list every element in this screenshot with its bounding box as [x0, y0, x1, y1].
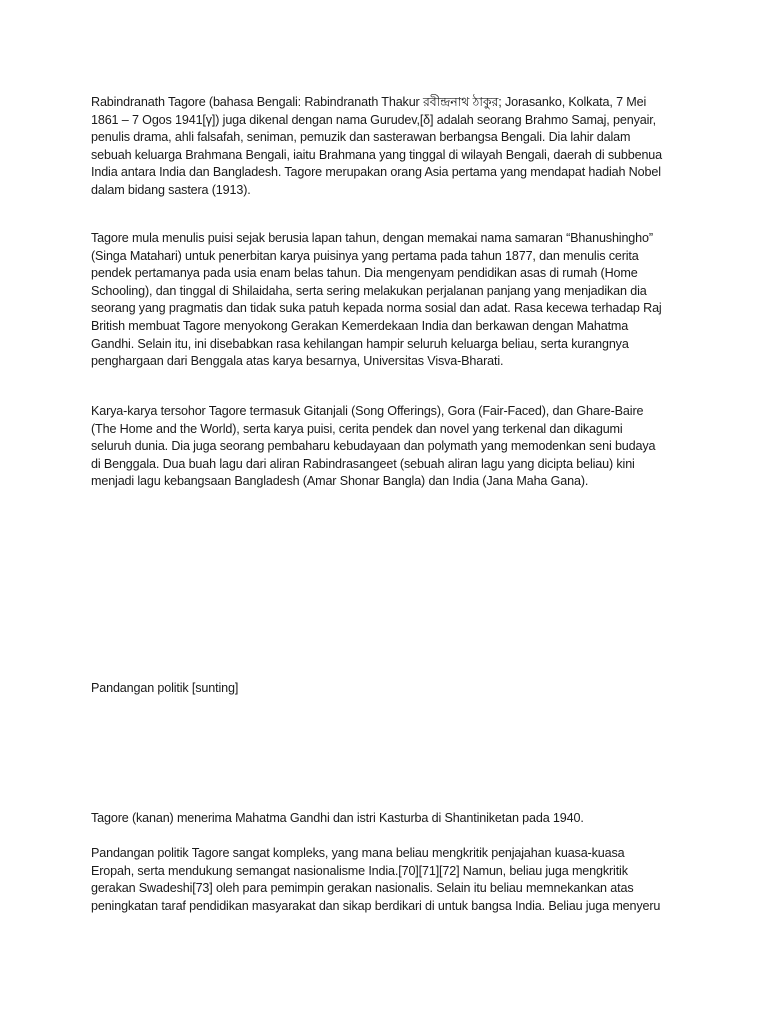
paragraph-works [91, 403, 691, 491]
paragraph-biography [91, 94, 691, 200]
caption-text: Tagore (kanan) menerima Mahatma Gandhi dan istri Kasturba di Shantiniketan pada 1940. [91, 811, 584, 825]
image-caption [91, 810, 691, 828]
text-line: Tagore mula menulis puisi sejak berusia lapan tahun, dengan memakai nama samaran “Bhanushingho” [91, 231, 653, 245]
text-line: Eropah, serta mendukung semangat nasionalisme India.[70][71][72] Namun, beliau juga mengkritik [91, 863, 628, 878]
text-line: sebuah keluarga Brahmana Bengali, iaitu Brahmana yang tinggal di wilayah Bengali, daerah di subbenua [91, 147, 663, 162]
text-line: India antara India dan Bangladesh. Tagore merupakan orang Asia pertama yang mendapat hadiah Nobel [91, 165, 661, 180]
text-line: (Singa Matahari) untuk penerbitan karya puisinya yang pertama pada tahun 1877, dan menulis cerita [91, 248, 639, 263]
text-line: Pandangan politik Tagore sangat kompleks, yang mana beliau mengkritik penjajahan kuasa-kuasa [91, 846, 625, 860]
paragraph-early-life [91, 230, 691, 371]
text-line: Gandhi. Selain itu, ini disebabkan rasa kehilangan hampir seluruh keluarga beliau, serta kurangnya [91, 336, 629, 351]
text-line: Karya-karya tersohor Tagore termasuk Gitanjali (Song Offerings), Gora (Fair-Faced), dan Ghare-Baire [91, 404, 644, 418]
text-line: penulis drama, ahli falsafah, seniman, pemuzik dan sasterawan berbangsa Bengali. Dia lahir dalam [91, 130, 631, 145]
text-line: menjadi lagu kebangsaan Bangladesh (Amar Shonar Bangla) dan India (Jana Maha Gana). [91, 474, 589, 489]
paragraph-politics [91, 845, 691, 915]
text-line: British membuat Tagore menyokong Gerakan Kemerdekaan India dan berkawan dengan Mahatma [91, 318, 629, 333]
text-line: (The Home and the World), serta karya puisi, cerita pendek dan novel yang terkenal dan dikagumi [91, 421, 623, 436]
text-line: seluruh dunia. Dia juga seorang pembaharu kebudayaan dan polymath yang memodenkan seni budaya [91, 439, 656, 454]
text-line: seorang yang pragmatis dan tidak suka patuh kepada norma sosial dan adat. Rasa kecewa terhadap Raj [91, 301, 662, 316]
section-heading [91, 680, 691, 698]
text-line: dalam bidang sastera (1913). [91, 182, 251, 197]
text-line: 1861 – 7 Ogos 1941[γ]) juga dikenal dengan nama Gurudev,[δ] adalah seorang Brahmo Samaj, penyair, [91, 112, 656, 127]
text-line: peningkatan taraf pendidikan masyarakat dan sikap berdikari di untuk bangsa India. Beliau juga menyeru [91, 898, 661, 913]
text-line: Schooling), dan tinggal di Shilaidaha, serta sering melakukan perjalanan panjang yang menjadikan dia [91, 283, 647, 298]
section-heading-text: Pandangan politik [sunting] [91, 681, 239, 695]
text-line: Rabindranath Tagore (bahasa Bengali: Rabindranath Thakur রবীন্দ্রনাথ ঠাকুর; Jorasanko, Kolkata, 7 Mei [91, 95, 647, 109]
text-line: gerakan Swadeshi[73] oleh para pemimpin gerakan nasionalis. Selain itu beliau memnekankan atas [91, 881, 634, 896]
text-line: pendek pertamanya pada usia enam belas tahun. Dia mengenyam pendidikan asas di rumah (Home [91, 266, 638, 281]
text-line: penghargaan dari Benggala atas karya besarnya, Universitas Visva-Bharati. [91, 354, 504, 369]
text-line: di Benggala. Dua buah lagu dari aliran Rabindrasangeet (sebuah aliran lagu yang dicipta beliau) kini [91, 456, 635, 471]
